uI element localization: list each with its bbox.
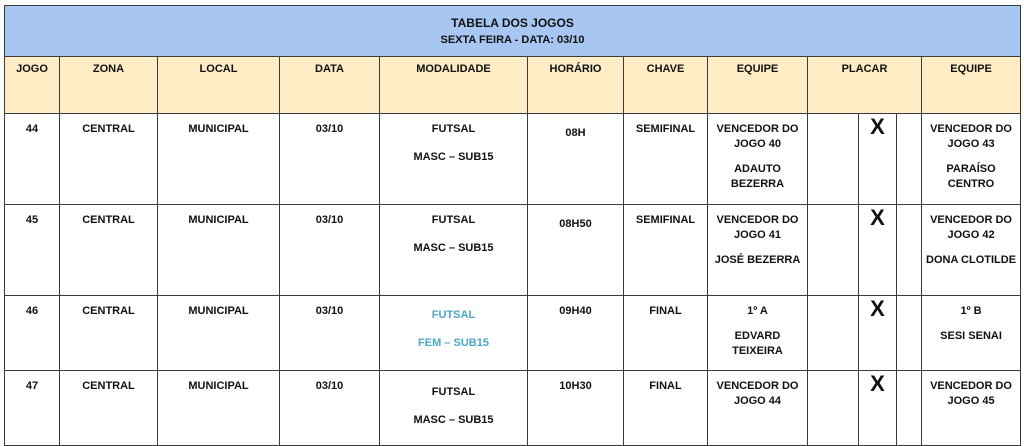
cell-equipe-2	[922, 296, 1021, 371]
score-away-box[interactable]	[896, 114, 921, 204]
cell-jogo: 46	[5, 296, 60, 371]
score-away-box[interactable]	[896, 205, 921, 295]
cell-local: MUNICIPAL	[158, 205, 280, 296]
equipe-2-slot: VENCEDOR DO JOGO 42	[930, 214, 1012, 241]
header-row	[5, 57, 1021, 114]
score-away-box[interactable]	[896, 371, 921, 445]
cell-jogo: 47	[5, 371, 60, 446]
equipe-1-team: EDVARD TEIXEIRA	[732, 330, 783, 357]
games-table-wrapper	[4, 5, 1020, 446]
header-jogo: JOGO	[5, 57, 60, 114]
header-placar: PLACAR	[808, 57, 922, 114]
score-home-box[interactable]	[808, 371, 859, 445]
header-zona: ZONA	[60, 57, 158, 114]
header-equipe-1: EQUIPE	[708, 57, 808, 114]
score-home-box[interactable]	[808, 296, 859, 370]
cell-jogo: 45	[5, 205, 60, 296]
versus-mark: X	[870, 205, 885, 230]
equipe-1-slot: VENCEDOR DO JOGO 40	[716, 123, 799, 150]
equipe-1-slot: 1º A	[747, 305, 768, 317]
equipe-2-slot: VENCEDOR DO JOGO 45	[930, 380, 1012, 407]
cell-horario: 08H	[528, 114, 624, 205]
cell-placar	[808, 114, 922, 205]
modalidade-sport: FUTSAL	[431, 309, 476, 321]
cell-chave: SEMIFINAL	[624, 205, 708, 296]
modalidade-category: MASC – SUB15	[413, 414, 494, 426]
cell-modalidade	[380, 114, 528, 205]
equipe-2-slot: VENCEDOR DO JOGO 43	[930, 123, 1012, 150]
equipe-1-team: JOSÉ BEZERRA	[714, 254, 801, 266]
header-data: DATA	[280, 57, 380, 114]
table-subtitle: SEXTA FEIRA - DATA: 03/10	[440, 33, 585, 46]
versus-mark: X	[870, 114, 885, 139]
games-table	[4, 5, 1021, 446]
equipe-1-team: ADAUTO BEZERRA	[730, 163, 785, 190]
cell-zona: CENTRAL	[60, 296, 158, 371]
modalidade-category: MASC – SUB15	[413, 242, 494, 254]
cell-local: MUNICIPAL	[158, 296, 280, 371]
cell-data: 03/10	[280, 205, 380, 296]
cell-local: MUNICIPAL	[158, 114, 280, 205]
score-home-box[interactable]	[808, 205, 859, 295]
cell-chave: SEMIFINAL	[624, 114, 708, 205]
header-horario: HORÁRIO	[528, 57, 624, 114]
cell-horario: 09H40	[528, 296, 624, 371]
modalidade-sport: FUTSAL	[431, 123, 476, 135]
cell-modalidade	[380, 371, 528, 446]
versus-mark: X	[870, 296, 885, 321]
equipe-2-team: PARAÍSO CENTRO	[946, 163, 996, 190]
equipe-1-slot: VENCEDOR DO JOGO 41	[716, 214, 799, 241]
score-away-box[interactable]	[896, 296, 921, 370]
table-title: TABELA DOS JOGOS	[451, 15, 574, 30]
cell-equipe-1	[708, 371, 808, 446]
equipe-2-slot: 1º B	[960, 305, 982, 317]
table-row	[5, 205, 1021, 296]
cell-placar	[808, 296, 922, 371]
cell-placar	[808, 371, 922, 446]
cell-horario: 08H50	[528, 205, 624, 296]
table-row	[5, 371, 1021, 446]
equipe-1-slot: VENCEDOR DO JOGO 44	[716, 380, 799, 407]
equipe-2-team: DONA CLOTILDE	[926, 254, 1017, 266]
table-title-cell	[5, 6, 1021, 57]
cell-horario: 10H30	[528, 371, 624, 446]
cell-equipe-2	[922, 371, 1021, 446]
cell-chave: FINAL	[624, 296, 708, 371]
cell-equipe-2	[922, 205, 1021, 296]
table-row	[5, 296, 1021, 371]
cell-placar	[808, 205, 922, 296]
modalidade-category: FEM – SUB15	[418, 337, 489, 349]
cell-data: 03/10	[280, 371, 380, 446]
modalidade-sport: FUTSAL	[431, 214, 476, 226]
cell-equipe-1	[708, 205, 808, 296]
cell-data: 03/10	[280, 296, 380, 371]
modalidade-sport: FUTSAL	[431, 386, 476, 398]
header-equipe-2: EQUIPE	[922, 57, 1021, 114]
modalidade-category: MASC – SUB15	[413, 151, 494, 163]
cell-modalidade	[380, 296, 528, 371]
cell-zona: CENTRAL	[60, 371, 158, 446]
cell-equipe-1	[708, 114, 808, 205]
header-local: LOCAL	[158, 57, 280, 114]
score-home-box[interactable]	[808, 114, 859, 204]
cell-chave: FINAL	[624, 371, 708, 446]
versus-mark: X	[870, 371, 885, 396]
cell-zona: CENTRAL	[60, 114, 158, 205]
header-chave: CHAVE	[624, 57, 708, 114]
cell-equipe-1	[708, 296, 808, 371]
table-row	[5, 114, 1021, 205]
cell-jogo: 44	[5, 114, 60, 205]
cell-equipe-2	[922, 114, 1021, 205]
equipe-2-team: SESI SENAI	[940, 330, 1002, 342]
cell-modalidade	[380, 205, 528, 296]
cell-zona: CENTRAL	[60, 205, 158, 296]
cell-local: MUNICIPAL	[158, 371, 280, 446]
header-modalidade: MODALIDADE	[380, 57, 528, 114]
cell-data: 03/10	[280, 114, 380, 205]
